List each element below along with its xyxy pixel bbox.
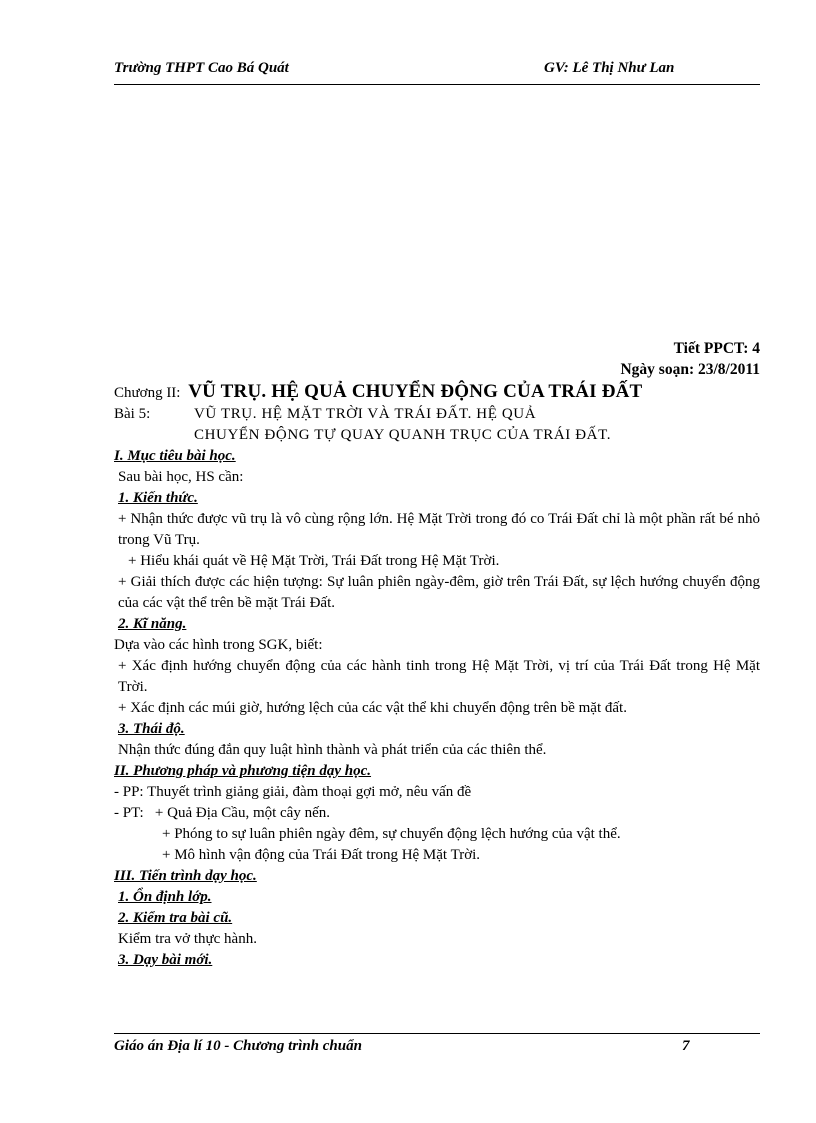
knowledge-item: + Giải thích được các hiện tượng: Sự luân phiên ngày-đêm, giờ trên Trái Đất, sự lệch hướng chuyển động của các vật thể trên bề mặt Trái Đất. <box>118 574 760 611</box>
footer-divider <box>114 1033 760 1034</box>
review-text: Kiểm tra vở thực hành. <box>118 931 257 947</box>
step-new-lesson: 3. Dạy bài mới. <box>118 952 213 968</box>
lesson-heading <box>114 404 760 425</box>
attitude-text: Nhận thức đúng đắn quy luật hình thành và phát triển của các thiên thể. <box>118 742 547 758</box>
header-teacher: GV: Lê Thị Như Lan <box>544 60 675 76</box>
knowledge-item: + Nhận thức được vũ trụ là vô cùng rộng lớn. Hệ Mặt Trời trong đó co Trái Đất chỉ là một phần rất bé nhỏ trong Vũ Trụ. <box>118 511 760 548</box>
objectives-intro: Sau bài học, HS cần: <box>118 469 244 485</box>
knowledge-heading: 1. Kiến thức. <box>118 490 198 506</box>
methods-pp: - PP: Thuyết trình giảng giải, đàm thoại gợi mở, nêu vấn đề <box>114 784 472 800</box>
section-methods: II. Phương pháp và phương tiện dạy học. <box>114 763 372 779</box>
page-number: 7 <box>682 1038 690 1054</box>
step-class-stabilization: 1. Ổn định lớp. <box>118 889 212 905</box>
lesson-title-line1: VŨ TRỤ. HỆ MẶT TRỜI VÀ TRÁI ĐẤT. HỆ QUẢ <box>194 406 537 422</box>
chapter-title: VŨ TRỤ. HỆ QUẢ CHUYỂN ĐỘNG CỦA TRÁI ĐẤT <box>188 381 643 402</box>
header-divider <box>114 84 760 85</box>
chapter-heading <box>114 381 760 404</box>
skills-item: + Xác định hướng chuyển động của các hành tinh trong Hệ Mặt Trời, vị trí của Trái Đất trong Hệ Mặt Trời. <box>118 658 760 695</box>
attitude-heading: 3. Thái độ. <box>118 721 185 737</box>
methods-pt-item: + Phóng to sự luân phiên ngày đêm, sự chuyển động lệch hướng của vật thể. <box>162 826 621 842</box>
document-body <box>114 338 760 971</box>
lesson-label: Bài 5: <box>114 406 151 422</box>
skills-item: + Xác định các múi giờ, hướng lệch của các vật thể khi chuyển động trên bề mặt đất. <box>118 700 627 716</box>
prep-date: Ngày soạn: 23/8/2011 <box>620 361 760 378</box>
methods-pt-item: + Mô hình vận động của Trái Đất trong Hệ Mặt Trời. <box>162 847 481 863</box>
footer-subject: Giáo án Địa lí 10 - Chương trình chuẩn <box>114 1038 362 1054</box>
skills-heading: 2. Kĩ năng. <box>118 616 187 632</box>
step-review: 2. Kiểm tra bài cũ. <box>118 910 233 926</box>
header-school: Trường THPT Cao Bá Quát <box>114 60 289 76</box>
chapter-label: Chương II: <box>114 385 181 401</box>
period-number: Tiết PPCT: 4 <box>673 340 760 357</box>
section-objectives: I. Mục tiêu bài học. <box>114 448 236 464</box>
methods-pt: - PT: + Quả Địa Cầu, một cây nến. <box>114 805 330 821</box>
section-process: III. Tiến trình dạy học. <box>114 868 257 884</box>
lesson-title-line2: CHUYỂN ĐỘNG TỰ QUAY QUANH TRỤC CỦA TRÁI ĐẤT. <box>194 427 612 443</box>
skills-intro: Dựa vào các hình trong SGK, biết: <box>114 637 323 653</box>
knowledge-item: + Hiểu khái quát về Hệ Mặt Trời, Trái Đất trong Hệ Mặt Trời. <box>128 553 500 569</box>
